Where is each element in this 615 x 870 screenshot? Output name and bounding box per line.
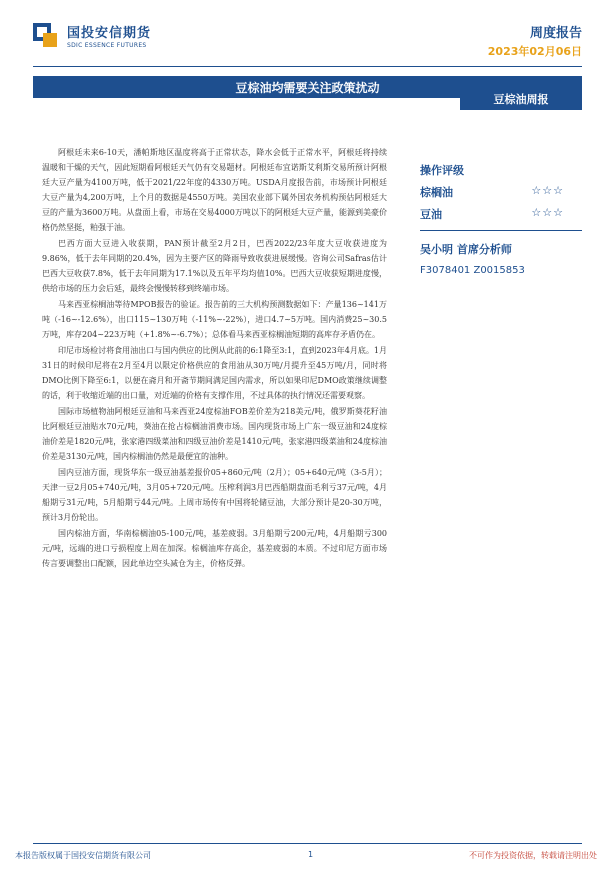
company-logo: [33, 22, 151, 49]
rating-title: 操作评级: [420, 164, 464, 177]
rating-name: 豆油: [420, 208, 442, 221]
rating-name: 棕榈油: [420, 186, 453, 199]
logo-icon: [33, 23, 59, 49]
paragraph: 马来西亚棕榈油等待MPOB报告的验证。报告前的三大机构预测数据如下：产量136~141万吨（-16~-12.6%），出口115~130万吨（-11%~-22%），进口4.7~5万吨。国内消费25~30.5万吨，库存204~223万吨（+1.8%~-6.7%）；总体看马来西亚棕榈油短期的高库存矛盾仍在。: [42, 300, 387, 339]
rating-stars: ☆☆☆: [531, 184, 564, 197]
report-type: 周度报告: [529, 26, 582, 41]
sidebar-divider: [420, 230, 582, 231]
header-divider: [33, 66, 582, 67]
section-tab: 豆棕油周报: [460, 90, 582, 110]
company-name-cn: 国投安信期货: [67, 26, 152, 41]
paragraph: 巴西方面大豆进入收获期，PAN预计截至2月2日，巴西2022/23年度大豆收获进度为9.86%，低于去年同期的20.4%，因为主要产区的降雨导致收获进展缓慢。咨询公司Safras估计巴西大豆收获7.8%，低于去年同期为17.1%以及五年平均均值10%。巴西大豆收获短期进度慢，供给市场的压力会后延，最终会慢慢转移到终端市场。: [42, 239, 387, 293]
page-number: 1: [308, 850, 314, 859]
report-date: 2023年02月06日: [487, 45, 582, 58]
footer-disclaimer: 不可作为投资依据，转载请注明出处: [469, 851, 597, 860]
rating-row: [420, 184, 582, 200]
rating-row: [420, 206, 582, 222]
paragraph: 国内棕油方面，华南棕榈油05-100元/吨，基差疲弱。3月船期亏200元/吨，4月船期亏300元/吨，远端的进口亏损程度上周在加深。棕榈油库存高企，基差疲弱的本质。不过印尼方面市场传言要调整出口配额，因此单边空头减仓为主，价格反弹。: [42, 529, 387, 568]
rating-stars: ☆☆☆: [531, 206, 564, 219]
report-title: 豆棕油均需要关注政策扰动: [235, 81, 380, 95]
main-text: [42, 145, 387, 572]
footer-divider: [33, 843, 582, 844]
company-name-en: SDIC ESSENCE FUTURES: [67, 42, 147, 49]
paragraph: 国际市场植物油阿根廷豆油和马来西亚24度棕油FOB差价差为218美元/吨，俄罗斯葵花籽油比阿根廷豆油贴水70元/吨，葵油在抢占棕榈油消费市场。国内现货市场上广东一级豆油和24度棕油价差是1820元/吨，张家港四级菜油和四级豆油价差是1410元/吨，张家港四级菜油和24度棕油价差是3130元/吨，国内棕榈油仍然是最便宜的油种。: [42, 407, 387, 461]
analyst-name: 吴小明 首席分析师: [420, 243, 512, 256]
footer-copyright: 本报告版权属于国投安信期货有限公司: [15, 851, 151, 860]
paragraph: 国内豆油方面，现货华东一级豆油基差报价05+860元/吨（2月）；05+640元/吨（3-5月）；天津一豆2月05+740元/吨，3月05+720元/吨。压榨利润3月巴西船期盘面毛利亏37元/吨，4月船期亏31元/吨，5月船期亏44元/吨。上周市场传有中国将轮储豆油，大部分预计是20-30万吨，预计3月份轮出。: [42, 468, 387, 522]
analyst-cert: F3078401 Z0015853: [420, 265, 525, 276]
sidebar: [420, 162, 582, 276]
paragraph: 阿根廷未来6-10天，潘帕斯地区温度将高于正常状态，降水会低于正常水平，阿根廷将持续温暖和干燥的天气，因此短期看阿根廷天气仍有交易题材。阿根廷布宜诺斯艾利斯交易所预计阿根廷大豆产量为4100万吨，低于2021/22年度的4330万吨。USDA月度报告前，市场预计阿根廷大豆产量为4,200万吨，上个月的数据是4550万吨。美国农业部下属外国农务机构预估阿根廷大豆的产量为3600万吨。从盘面上看，市场在交易4000万吨以下的阿根廷大豆产量，能源到美豪价格仍然坚挺，粕强于油。: [42, 148, 387, 232]
paragraph: 印尼市场检讨将食用油出口与国内供应的比例从此前的6:1降至3:1，直到2023年4月底。1月31日的时候印尼将在2月至4月以限定价格供应的食用油从30万吨/月提升至45万吨/月，同时将DMO比例下降至6:1，以便在斋月和开斋节期间满足国内需求，所以如果印尼DMO政策继续调整的话，利于收缩近端的出口量，对近端的价格有支撑作用，不过具体的执行情况还需要观察。: [42, 346, 387, 400]
